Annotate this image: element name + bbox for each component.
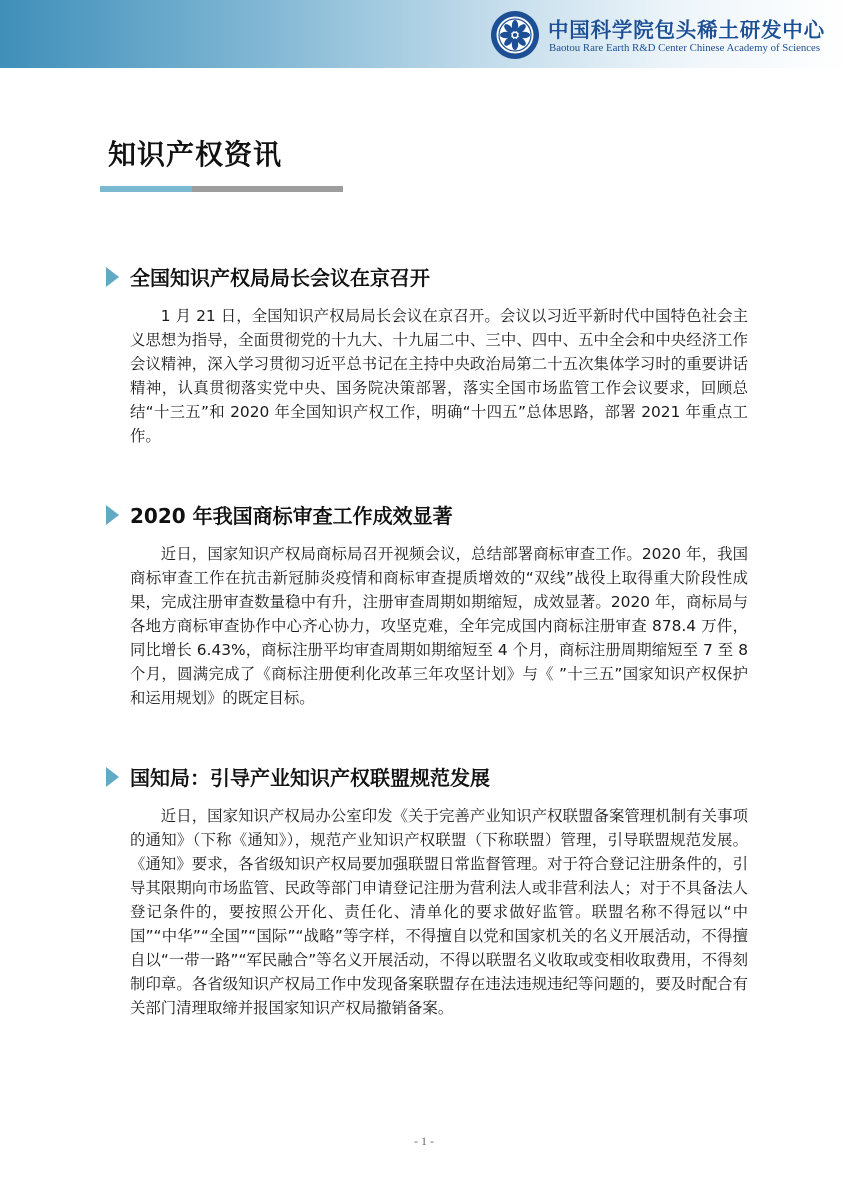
org-name-cn: 中国科学院包头稀土研发中心 [548, 18, 825, 42]
section-body: 1 月 21 日，全国知识产权局局长会议在京召开。会议以习近平新时代中国特色社会主义思想为指导，全面贯彻党的十九大、十九届二中、三中、四中、五中全会和中央经济工作会议精神，深入学习贯彻习近平总书记在主持中央政治局第二十五次集体学习时的重要讲话精神，认真贯彻落实党中央、国务院决策部署，落实全国市场监管工作会议要求，回顾总结“十三五”和 2020 年全国知识产权工作，明确“十四五”总体思路，部署 2021 年重点工作。 [130, 307, 748, 445]
page-number: - 1 - [414, 1134, 434, 1148]
section-title: 全国知识产权局局长会议在京召开 [130, 266, 430, 290]
section-body: 近日，国家知识产权局办公室印发《关于完善产业知识产权联盟备案管理机制有关事项的通知》（下称《通知》），规范产业知识产权联盟（下称联盟）管理，引导联盟规范发展。《通知》要求，各省级知识产权局要加强联盟日常监督管理。对于符合登记注册条件的，引导其限期向市场监管、民政等部门申请登记注册为营利法人或非营利法人；对于不具备法人登记条件的，要按照公开化、责任化、清单化的要求做好监管。联盟名称不得冠以“中国”“中华”“全国”“国际”“战略”等字样，不得擅自以党和国家机关的名义开展活动，不得擅自以“一带一路”“军民融合”等名义开展活动，不得以联盟名义收取或变相收取费用，不得刻制印章。各省级知识产权局工作中发现备案联盟存在违法违规违纪等问题的，要及时配合有关部门清理取缔并报国家知识产权局撤销备案。 [130, 807, 748, 1017]
section-header [106, 762, 754, 792]
triangle-bullet-icon [106, 767, 119, 787]
section-title: 国知局：引导产业知识产权联盟规范发展 [130, 766, 490, 790]
section-header [106, 500, 754, 530]
section-body: 近日，国家知识产权局商标局召开视频会议，总结部署商标审查工作。2020 年，我国商标审查工作在抗击新冠肺炎疫情和商标审查提质增效的“双线”战役上取得重大阶段性成果，完成注册审查数量稳中有升，注册审查周期如期缩短，成效显著。2020 年，商标局与各地方商标审查协作中心齐心协力，攻坚克难，全年完成国内商标注册审查 878.4 万件，同比增长 6.43%，商标注册平均审查周期如期缩短至 4 个月，商标注册周期缩短至 7 至 8 个月，圆满完成了《商标注册便利化改革三年攻坚计划》与《 ”十三五”国家知识产权保护和运用规划》的既定目标。 [130, 545, 748, 707]
cas-seal-logo-icon [490, 10, 540, 60]
news-section-2 [106, 500, 754, 710]
title-underline [100, 186, 343, 192]
triangle-bullet-icon [106, 505, 119, 525]
section-header [106, 262, 754, 292]
org-name-en: Baotou Rare Earth R&D Center Chinese Academy of Sciences [549, 42, 821, 54]
org-logo [490, 10, 842, 60]
page-title: 知识产权资讯 [108, 138, 283, 171]
section-title: 2020 年我国商标审查工作成效显著 [130, 504, 453, 528]
news-section-3 [106, 762, 754, 1020]
triangle-bullet-icon [106, 267, 119, 287]
news-section-1 [106, 262, 754, 448]
